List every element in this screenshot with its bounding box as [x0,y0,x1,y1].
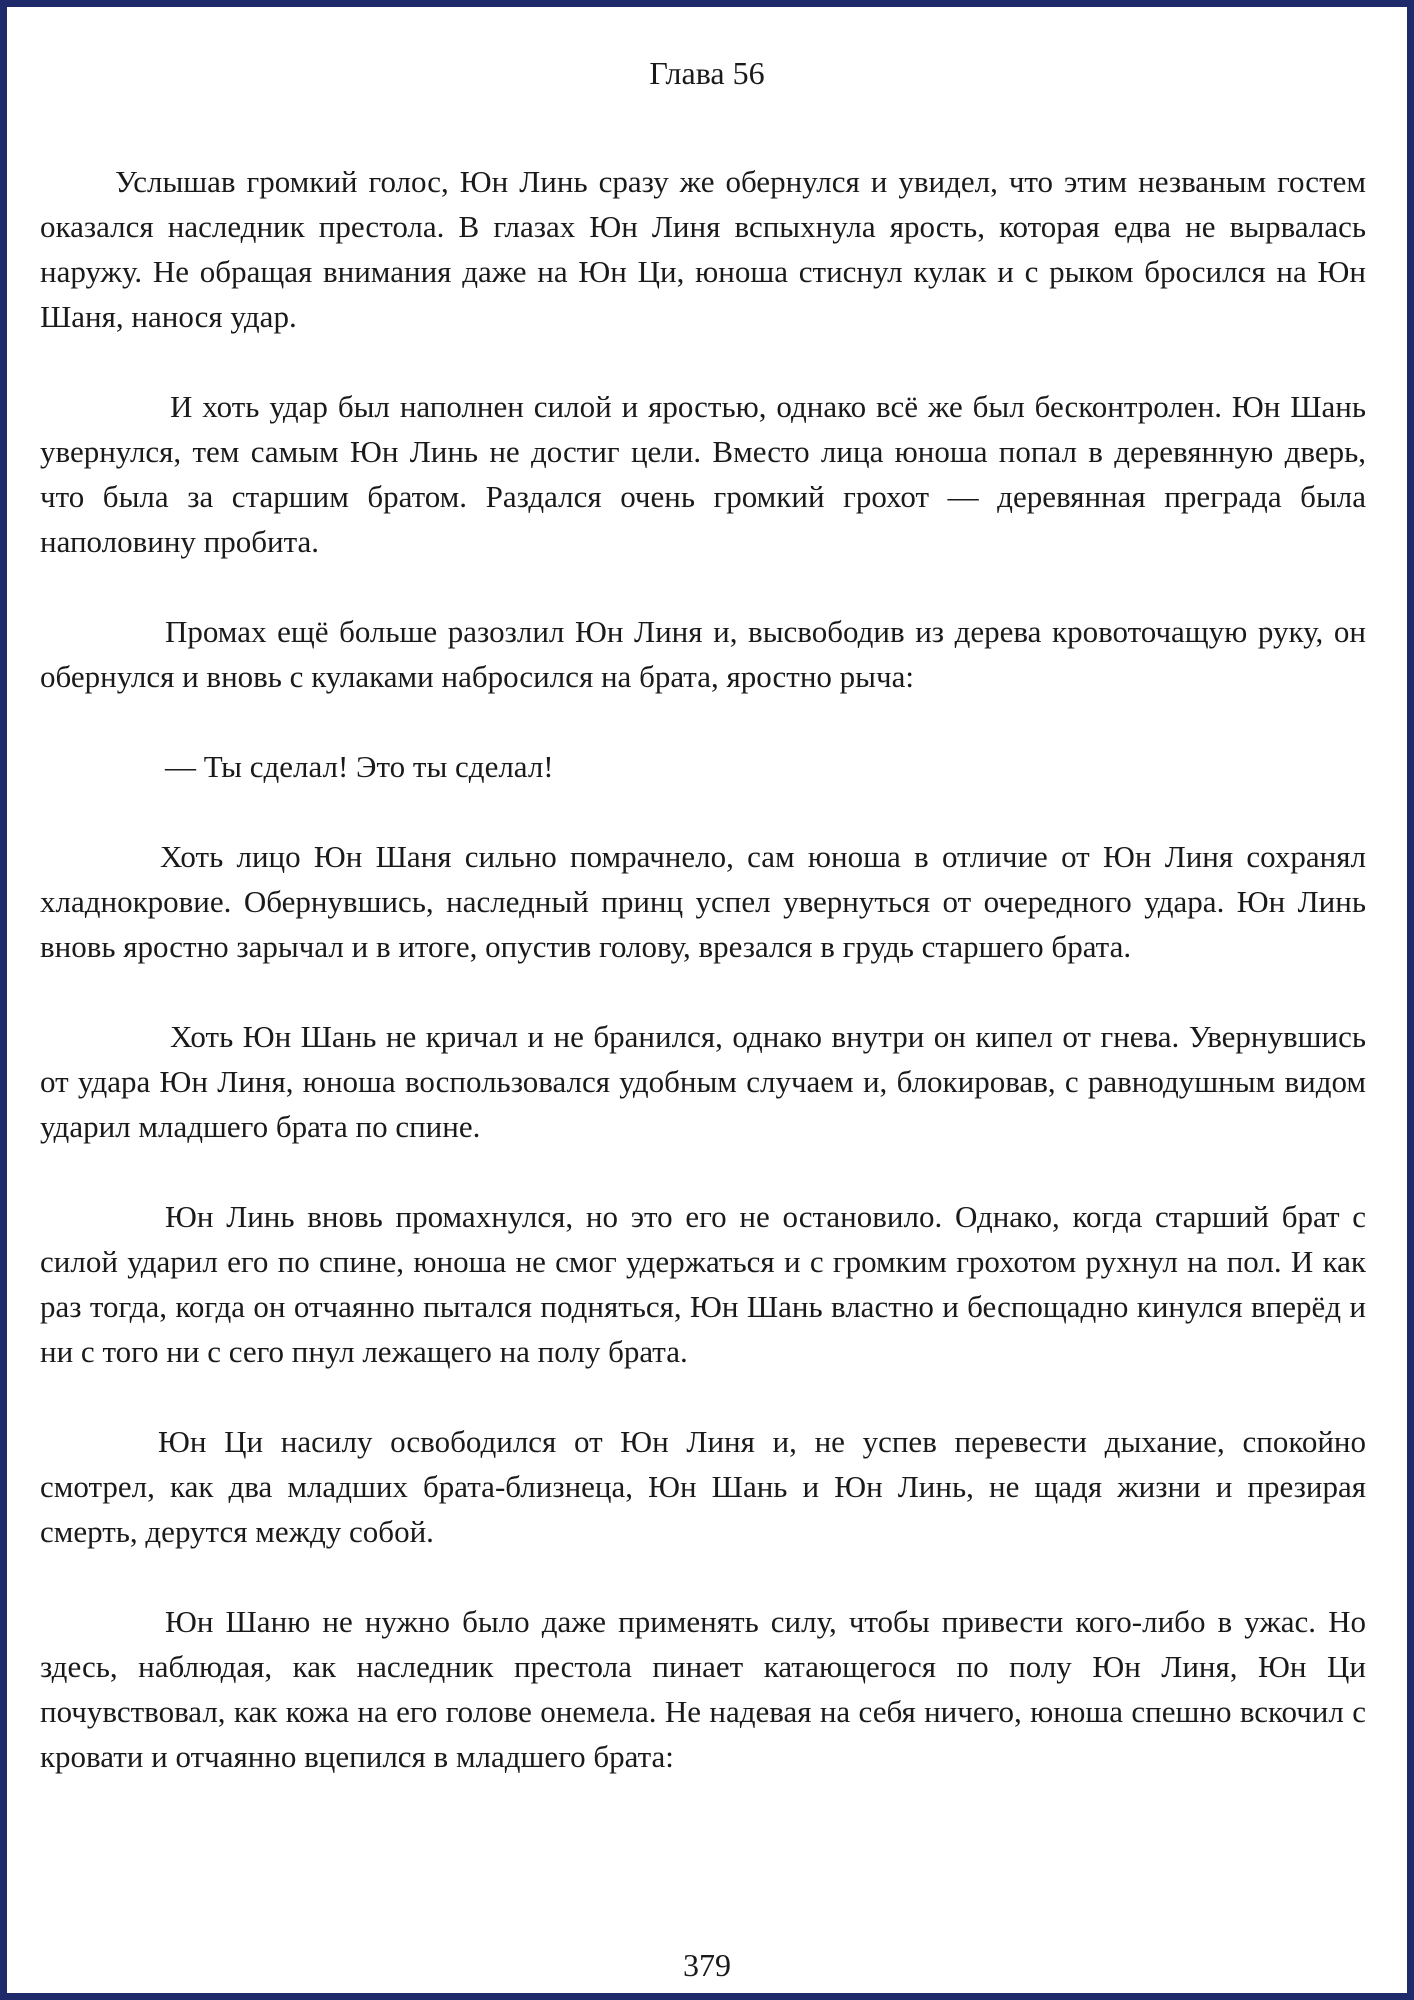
page-body [40,159,1366,1824]
paragraph-5: Хоть лицо Юн Шаня сильно помрачнело, сам юноша в отличие от Юн Линя сохранял хладнокровие. Обернувшись, наследный принц успел увернуться от очередного удара. Юн Линь вновь яростно зарычал и в итоге, опустив голову, врезался в грудь старшего брата. [40,839,1366,964]
paragraph-6: Хоть Юн Шань не кричал и не бранился, однако внутри он кипел от гнева. Увернувшись от удара Юн Линя, юноша воспользовался удобным случаем и, блокировав, с равнодушным видом ударил младшего брата по спине. [40,1019,1366,1144]
paragraph-1: Услышав громкий голос, Юн Линь сразу же обернулся и увидел, что этим незваным гостем оказался наследник престола. В глазах Юн Линя вспыхнула ярость, которая едва не вырвалась наружу. Не обращая внимания даже на Юн Ци, юноша стиснул кулак и с рыком бросился на Юн Шаня, нанося удар. [40,164,1366,334]
paragraph-7: Юн Линь вновь промахнулся, но это его не остановило. Однако, когда старший брат с силой ударил его по спине, юноша не смог удержаться и с громким грохотом рухнул на пол. И как раз тогда, когда он отчаянно пытался подняться, Юн Шань властно и беспощадно кинулся вперёд и ни с того ни с сего пнул лежащего на полу брата. [40,1199,1366,1369]
paragraph-8: Юн Ци насилу освободился от Юн Линя и, не успев перевести дыхание, спокойно смотрел, как два младших брата-близнеца, Юн Шань и Юн Линь, не щадя жизни и презирая смерть, дерутся между собой. [40,1424,1366,1549]
paragraph-3: Промах ещё больше разозлил Юн Линя и, высвободив из дерева кровоточащую руку, он обернулся и вновь с кулаками набросился на брата, яростно рыча: [40,614,1366,694]
paragraph-2: И хоть удар был наполнен силой и яростью, однако всё же был бесконтролен. Юн Шань увернулся, тем самым Юн Линь не достиг цели. Вместо лица юноша попал в деревянную дверь, что была за старшим братом. Раздался очень громкий грохот — деревянная преграда была наполовину пробита. [40,389,1366,559]
page-number: 379 [683,1947,731,1983]
chapter-title: Глава 56 [649,55,765,91]
paragraph-4-dialogue: — Ты сделал! Это ты сделал! [165,749,554,784]
paragraph-9: Юн Шаню не нужно было даже применять силу, чтобы привести кого-либо в ужас. Но здесь, наблюдая, как наследник престола пинает катающегося по полу Юн Линя, Юн Ци почувствовал, как кожа на его голове онемела. Не надевая на себя ничего, юноша спешно вскочил с кровати и отчаянно вцепился в младшего брата: [40,1604,1366,1774]
